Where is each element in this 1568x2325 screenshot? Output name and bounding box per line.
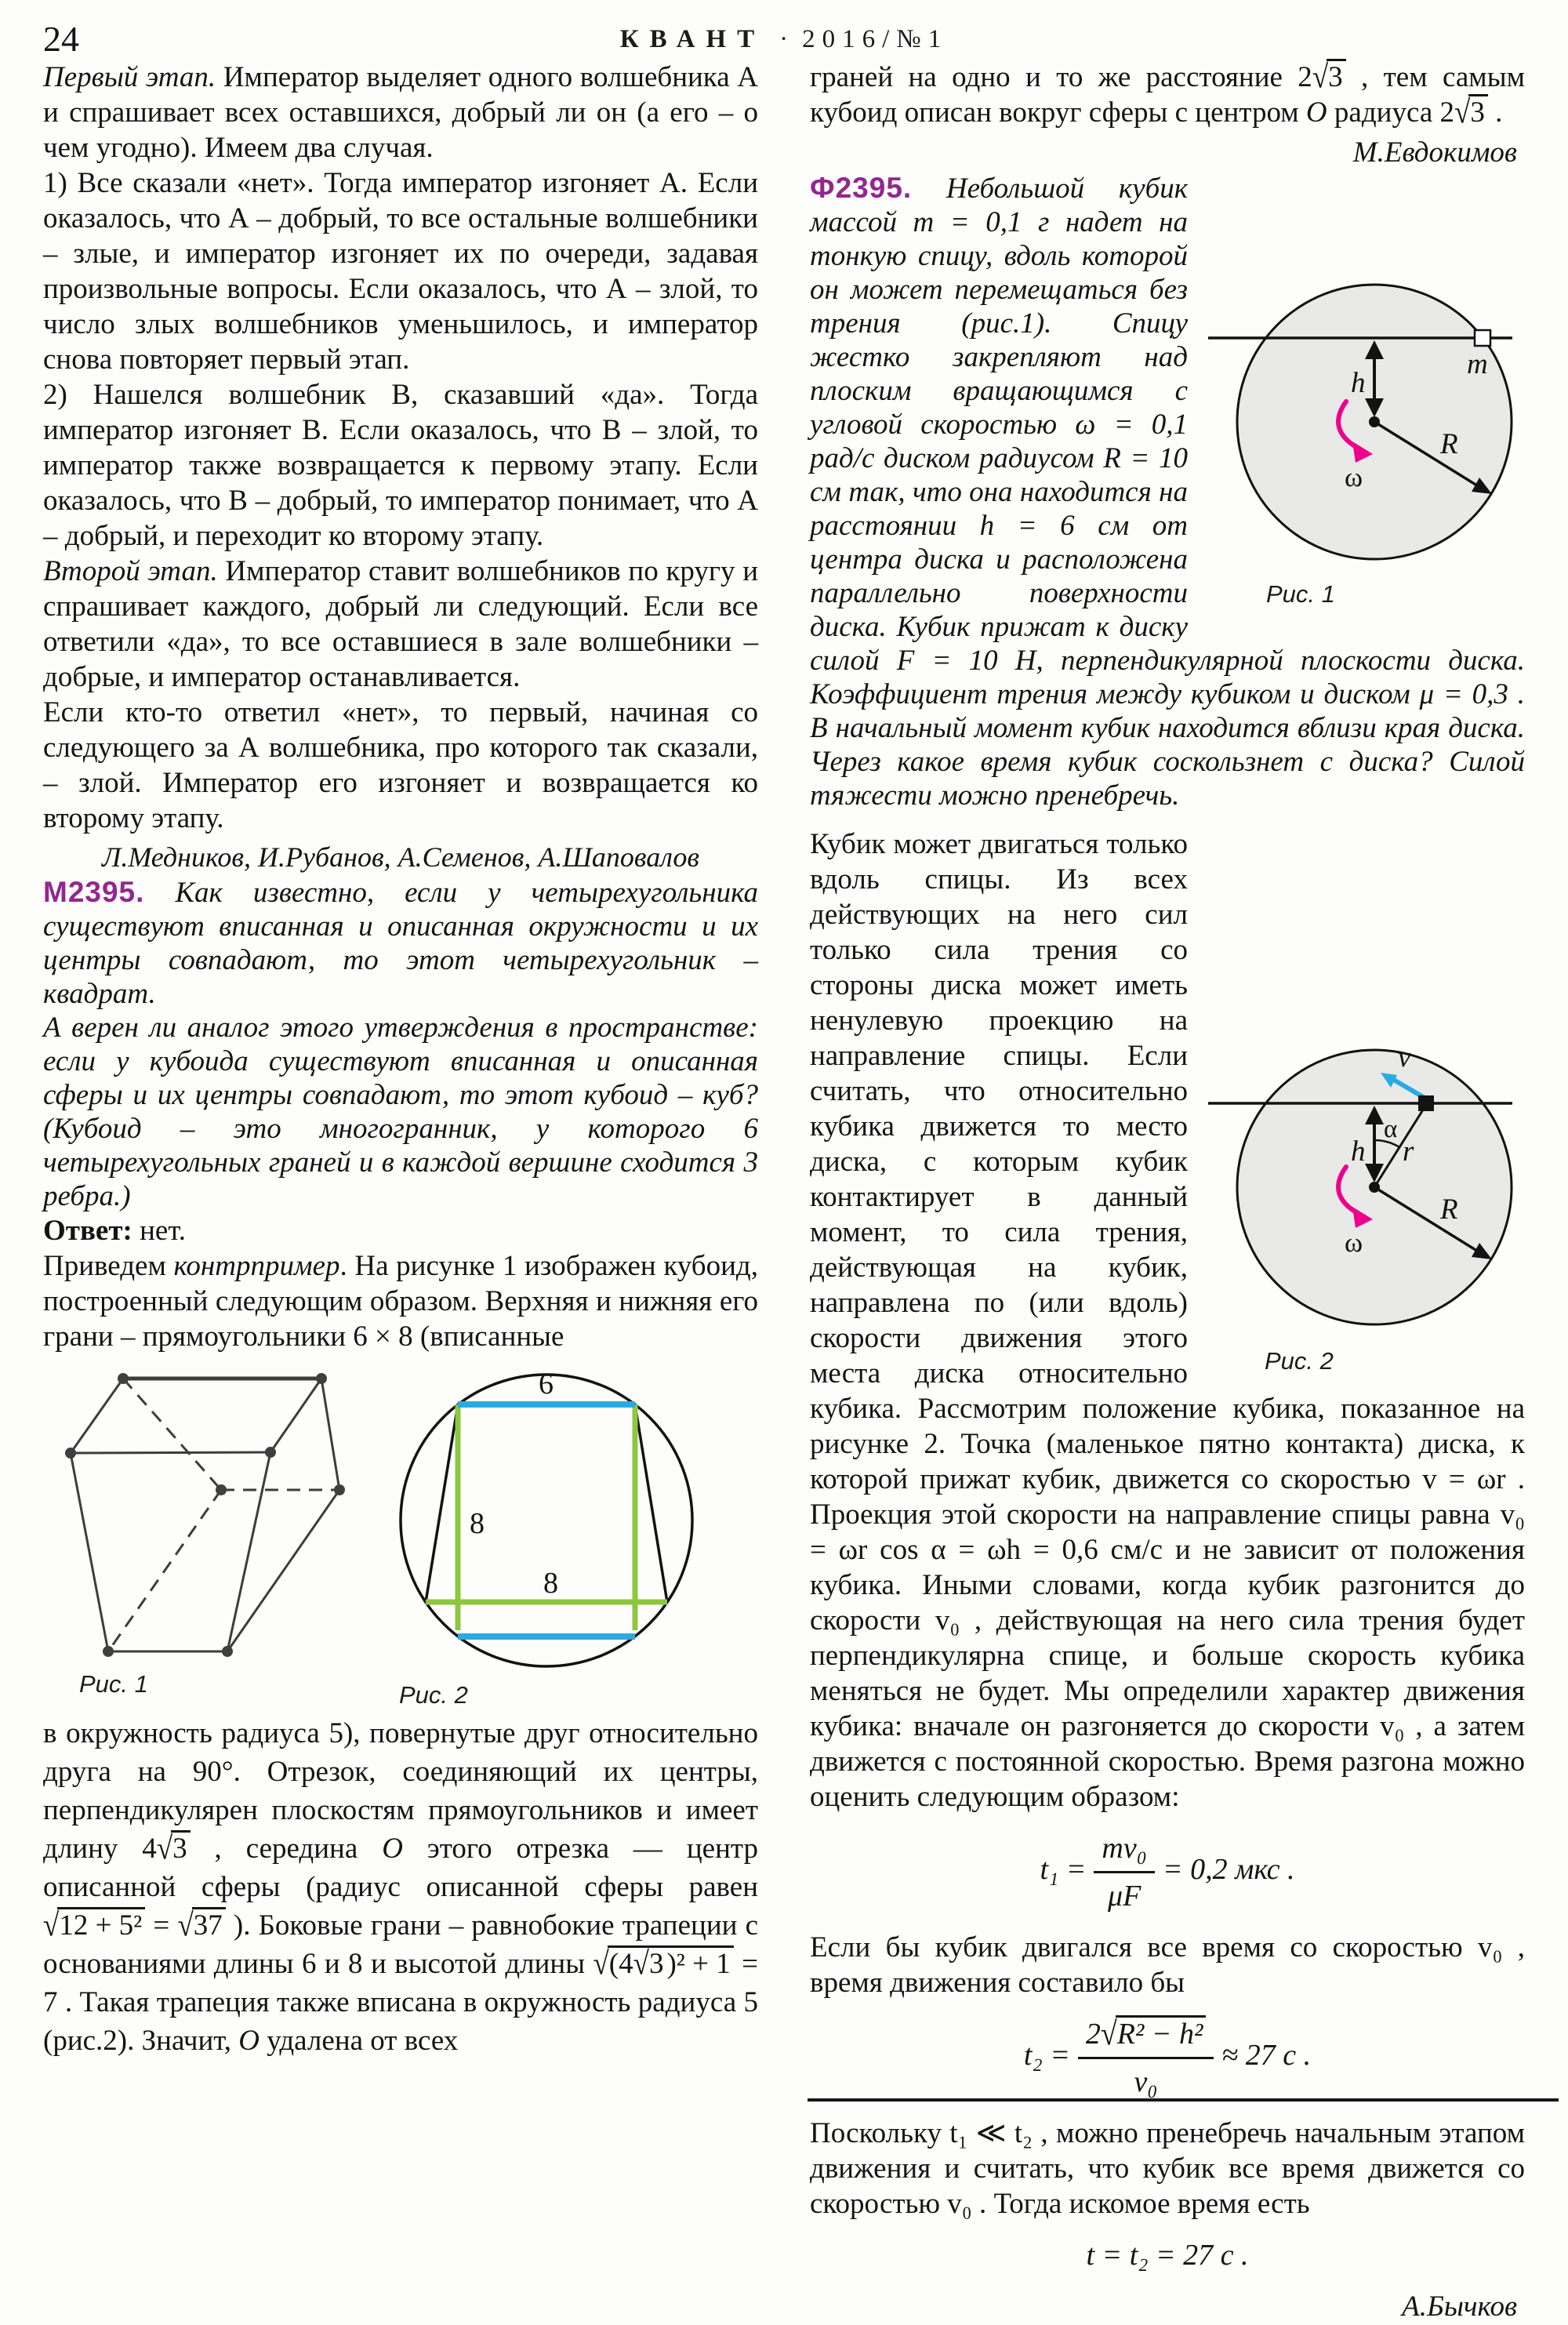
formula-t2 xyxy=(810,2016,1525,2100)
problem-f2395 xyxy=(810,171,1525,812)
figure-f2395-1 xyxy=(1200,242,1525,611)
figure-trapezoid-caption: Рис. 2 xyxy=(399,1681,468,1709)
problem-f2395-text: Небольшой кубик массой m = 0,1 г надет на тонкую спицу, вдоль которой он может перемещаться без трения (рис.1). Спицу жестко закрепляют над плоским вращающимся с угловой скоростью ω = 0,1 рад/с диском радиусом R = 10 см так, что она находится на расстоянии h = 6 см от центра диска и расположена параллельно поверхности диска. Кубик прижат к диску силой F = 10 Н, перпендикулярной плоскости диска. Коэффициент трения между кубиком и диском μ = 0,3 . В начальный момент кубик находится вблизи края диска. Через какое время кубик соскользнет с диска? Силой тяжести можно пренебречь. xyxy=(810,173,1525,812)
paragraph-stage2 xyxy=(43,554,758,695)
problem-m2395-label: М2395. xyxy=(43,876,145,908)
formula-t1 xyxy=(810,1830,1525,1914)
formula-t1-rhs: = 0,2 мкс . xyxy=(1162,1853,1295,1887)
problem-m2395-text1: Как известно, если у четырехугольника существуют вписанная и описанная окружности и их центры совпадают, то этот четырехугольник – квадрат. xyxy=(43,877,758,1010)
formula-t-final: t = t₂ = 27 с . xyxy=(1086,2239,1249,2272)
journal-issue: 2016/№1 xyxy=(802,25,949,53)
page-number: 24 xyxy=(43,19,79,59)
paragraph-if-constant: Если бы кубик двигался все время со скоростью v₀ , время движения составило бы xyxy=(810,1931,1525,1999)
formula-t2-denominator: v₀ xyxy=(1134,2065,1158,2098)
trapezoid-circle-drawing xyxy=(393,1367,706,1674)
stage1-text: Император выделяет одного волшебника А и спрашивает всех оставшихся, добрый ли он (а его – о чем угодно). Имеем два случая. xyxy=(43,61,759,164)
answer-line xyxy=(43,1213,758,1248)
figure-cuboid xyxy=(43,1367,372,1709)
formula-t2-rhs: ≈ 27 с . xyxy=(1221,2039,1312,2073)
solution-f2395 xyxy=(810,826,1525,1815)
label-h: h xyxy=(1351,367,1366,399)
formula-t1-lhs: t₁ = xyxy=(1040,1853,1087,1887)
label-m: m xyxy=(1467,348,1488,380)
stage1-lead: Первый этап. xyxy=(43,61,216,93)
formula-t1-denominator: μF xyxy=(1108,1880,1142,1913)
paragraph-case2: 2) Нашелся волшебник В, сказавший «да». Тогда император изгоняет В. Если оказалось, что В – злой, то император также возвращается к первому этапу. Если оказалось, что В – добрый, то император понимает, что А – добрый, и переходит ко второму этапу. xyxy=(43,379,758,552)
figure-trapezoid-circle xyxy=(393,1367,706,1709)
radical-sign: √ xyxy=(1100,2015,1117,2053)
figure-cuboid-caption: Рис. 1 xyxy=(79,1670,148,1698)
author-bychkov: А.Бычков xyxy=(1402,2290,1517,2323)
solution-m2395-part1: Приведем контрпример. На рисунке 1 изображен кубоид, построенный следующим образом. Верхняя и нижняя его грани – прямоугольники 6 × 8 (вписанные xyxy=(43,1250,759,1353)
figure-f2395-2 xyxy=(1200,1007,1525,1379)
formula-t2-lhs: t₂ = xyxy=(1023,2039,1070,2073)
paragraph-since: Поскольку t₁ ≪ t₂ , можно пренебречь начальным этапом движения и считать, что кубик все время движется со скоростью v₀ . Тогда искомое время есть xyxy=(810,2117,1525,2220)
m2395-continuation: граней на одно и то же расстояние 2√3 , тем самым кубоид описан вокруг сферы с центром О радиуса 2√3 . xyxy=(810,59,1525,131)
formula-t2-radicand: R² − h² xyxy=(1116,2015,1207,2051)
page-bottom-rule xyxy=(808,2098,1559,2102)
problem-m2395-text2: А верен ли аналог этого утверждения в пространстве: если у кубоида существуют вписанная и описанная сферы и их центры совпадают, то этот кубоид – куб? (Кубоид – это многогранник, у которого 6 четырехугольных граней и в каждой вершине сходится 3 ребра.) xyxy=(43,1012,758,1212)
journal-separator: · xyxy=(779,25,789,53)
cube-marker xyxy=(1418,1095,1434,1111)
paragraph-final: Если кто-то ответил «нет», то первый, начиная со следующего за А волшебника, про которого так сказали, – злой. Император его изгоняет и возвращается ко второму этапу. xyxy=(43,696,758,834)
label-top-6: 6 xyxy=(539,1368,554,1400)
formula-t2-fraction xyxy=(1078,2016,1214,2100)
m2395-figures-row xyxy=(43,1367,758,1709)
paragraph-stage1 xyxy=(43,60,758,165)
stage2-text: Император ставит волшебников по кругу и спрашивает каждого, добрый ли следующий. Если все ответили «да», то все оставшиеся в зале волшебники – добрые, и император останавливается. xyxy=(43,555,758,693)
label-R: R xyxy=(1440,428,1458,460)
label-left-8: 8 xyxy=(470,1507,485,1540)
formula-t1-fraction xyxy=(1094,1830,1155,1914)
problem-f2395-label: Ф2395. xyxy=(810,172,913,204)
disk-figure-1 xyxy=(1200,242,1525,566)
formula-t2-radical xyxy=(1101,2016,1207,2052)
authors-m2394: Л.Медников, И.Рубанов, А.Семенов, А.Шаповалов xyxy=(101,841,700,873)
right-column xyxy=(810,60,1525,2325)
label-R: R xyxy=(1440,1193,1458,1226)
cuboid-vertex-dots xyxy=(65,1373,345,1657)
label-v: v xyxy=(1398,1041,1411,1073)
stage2-lead: Второй этап. xyxy=(43,555,218,587)
answer-label: Ответ: xyxy=(43,1215,132,1247)
label-omega: ω xyxy=(1345,1227,1363,1258)
figure-f2395-2-caption: Рис. 2 xyxy=(1265,1347,1334,1375)
figure-f2395-1-caption: Рис. 1 xyxy=(1266,580,1335,608)
disk-figure-2 xyxy=(1200,1007,1525,1331)
answer-value: нет. xyxy=(132,1215,186,1247)
paragraph-case1: 1) Все сказали «нет». Тогда император изгоняет А. Если оказалось, что А – добрый, то все остальные волшебники – злые, и император изгоняет их по очереди, задавая произвольные вопросы. Если оказалось, что А – злой, то число злых волшебников уменьшилось, и император снова повторяет первый этап. xyxy=(43,167,758,376)
label-omega: ω xyxy=(1345,462,1363,492)
label-r: r xyxy=(1403,1135,1414,1168)
problem-m2395 xyxy=(43,875,758,1011)
solution-f2395-text: Кубик может двигаться только вдоль спицы. Из всех действующих на него сил только сила трения со стороны диска может иметь ненулевую проекцию на направление спицы. Если считать, что относительно кубика движется то место диска, с которым кубик контактирует в данный момент, то сила трения, действующая на кубик, направлена по (или вдоль) скорости движения этого места диска относительно кубика. Рассмотрим положение кубика, показанное на рисунке 2. Точка (маленькое пятно контакта) диска, к которой прижат кубик, движется со скоростью v = ωr . Проекция этой скорости на направление спицы равна v₀ = ωr cos α = ωh = 0,6 см/с и не зависит от положения кубика. Иными словами, когда кубик разгонится до скорости v₀ , действующая на него сила трения будет перпендикулярна спице, и больше скорость кубика меняться не будет. Мы определили характер движения кубика: вначале он разгоняется до скорости v₀ , а затем движется с постоянной скоростью. Время разгона можно оценить следующим образом: xyxy=(810,828,1525,1813)
label-alpha: α xyxy=(1384,1115,1398,1143)
label-h: h xyxy=(1351,1135,1366,1168)
formula-t2-numerator xyxy=(1078,2016,1214,2059)
formula-t1-numerator: mv₀ xyxy=(1094,1830,1155,1873)
label-bottom-8: 8 xyxy=(543,1567,558,1600)
formula-t2-coefficient: 2 xyxy=(1085,2018,1101,2051)
author-evdokimov: М.Евдокимов xyxy=(1352,136,1517,169)
journal-title xyxy=(620,25,949,54)
solution-m2395-part2: в окружность радиуса 5), повернутые друг относительно друга на 90°. Отрезок, соединяющий их центры, перпендикулярен плоскостям прямоугольников и имеет длину 4√3 , середина О этого отрезка — центр описанной сферы (радиус описанной сферы равен √12 + 5² = √37 ). Боковые грани – равнобокие трапеции с основаниями длины 6 и 8 и высотой длины √(4√3 )² + 1 = 7 . Такая трапеция также вписана в окружность радиуса 5 (рис.2). Значит, О удалена от всех xyxy=(43,1717,758,2057)
cuboid-drawing xyxy=(43,1367,372,1663)
journal-name: КВАНТ xyxy=(619,25,766,53)
left-column xyxy=(43,60,758,2060)
cube-marker xyxy=(1475,330,1490,346)
